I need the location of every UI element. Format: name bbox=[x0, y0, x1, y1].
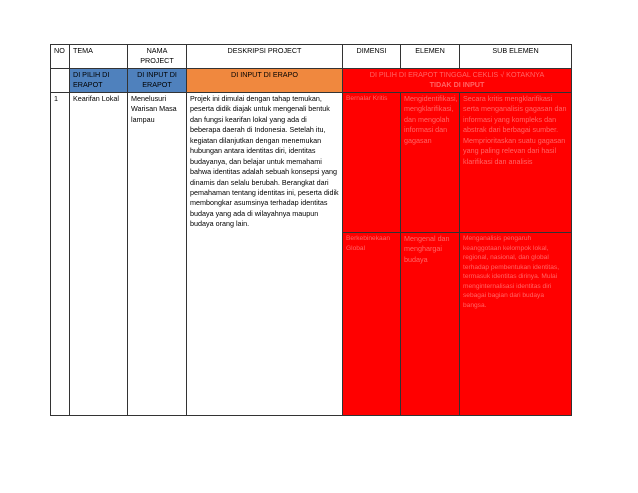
instruction-dimensi-line2: TIDAK DI INPUT bbox=[429, 80, 485, 90]
row-elemen-1: Mengidentifikasi, mengklarifikasi, dan mengolah informasi dan gagasan bbox=[401, 93, 460, 233]
row-sub-elemen-1: Secara kritis mengklarifikasi serta menganalisis gagasan dan informasi yang kompleks dan abstrak dari berbagai sumber. Memprioritaskan suatu gagasan yang paling relevan dari hasil klarifikasi dan analisis bbox=[460, 93, 572, 233]
header-elemen: ELEMEN bbox=[401, 45, 460, 69]
header-no: NO bbox=[51, 45, 70, 69]
table-row bbox=[51, 93, 572, 233]
instruction-deskripsi: DI INPUT DI ERAPO bbox=[187, 69, 343, 93]
project-table bbox=[50, 44, 572, 416]
header-dimensi: DIMENSI bbox=[343, 45, 401, 69]
header-tema: TEMA bbox=[70, 45, 128, 69]
row-nama-project: Menelusuri Warisan Masa lampau bbox=[128, 93, 187, 416]
header-deskripsi: DESKRIPSI PROJECT bbox=[187, 45, 343, 69]
row-tema: Kearifan Lokal bbox=[70, 93, 128, 416]
instruction-row bbox=[51, 69, 572, 93]
row-sub-elemen-2: Menganalisis pengaruh keanggotaan kelompok lokal, regional, nasional, dan global terhadap pembentukan identitas, termasuk identitas dirinya. Mulai menginternalisasi identitas diri sebagai bagian dari budaya bangsa. bbox=[460, 233, 572, 416]
instruction-no-cell bbox=[51, 69, 70, 93]
row-dimensi-2: Berkebinekaan Global bbox=[343, 233, 401, 416]
header-sub-elemen: SUB ELEMEN bbox=[460, 45, 572, 69]
row-elemen-2: Mengenal dan menghargai budaya bbox=[401, 233, 460, 416]
header-nama-project: NAMA PROJECT bbox=[128, 45, 187, 69]
header-row bbox=[51, 45, 572, 69]
row-no: 1 bbox=[51, 93, 70, 416]
row-deskripsi: Projek ini dimulai dengan tahap temukan, peserta didik diajak untuk mengenali bentuk dan fungsi kearifan lokal yang ada di beberapa daerah di Indonesia. Setelah itu, kegiatan dilanjutkan dengan menemukan hubungan antara identitas diri, identitas budayanya, dan belajar untuk memahami bahwa identitas adalah sebuah konsepsi yang dinamis dan selalu berubah. Berangkat dari pemahaman tentang identitas ini, peserta didik membongkar asumsinya terhadap identitas budaya yang ada di wilayahnya maupun budaya orang lain. bbox=[187, 93, 343, 416]
instruction-dimensi-line1: DI PILIH DI ERAPOT TINGGAL CEKLIS √ KOTAKNYA bbox=[369, 70, 545, 79]
instruction-nama-project: DI INPUT DI ERAPOT bbox=[128, 69, 187, 93]
row-dimensi-1: Bernalar Kritis bbox=[343, 93, 401, 233]
instruction-tema: DI PILIH DI ERAPOT bbox=[70, 69, 128, 93]
instruction-dimensi bbox=[343, 69, 572, 93]
